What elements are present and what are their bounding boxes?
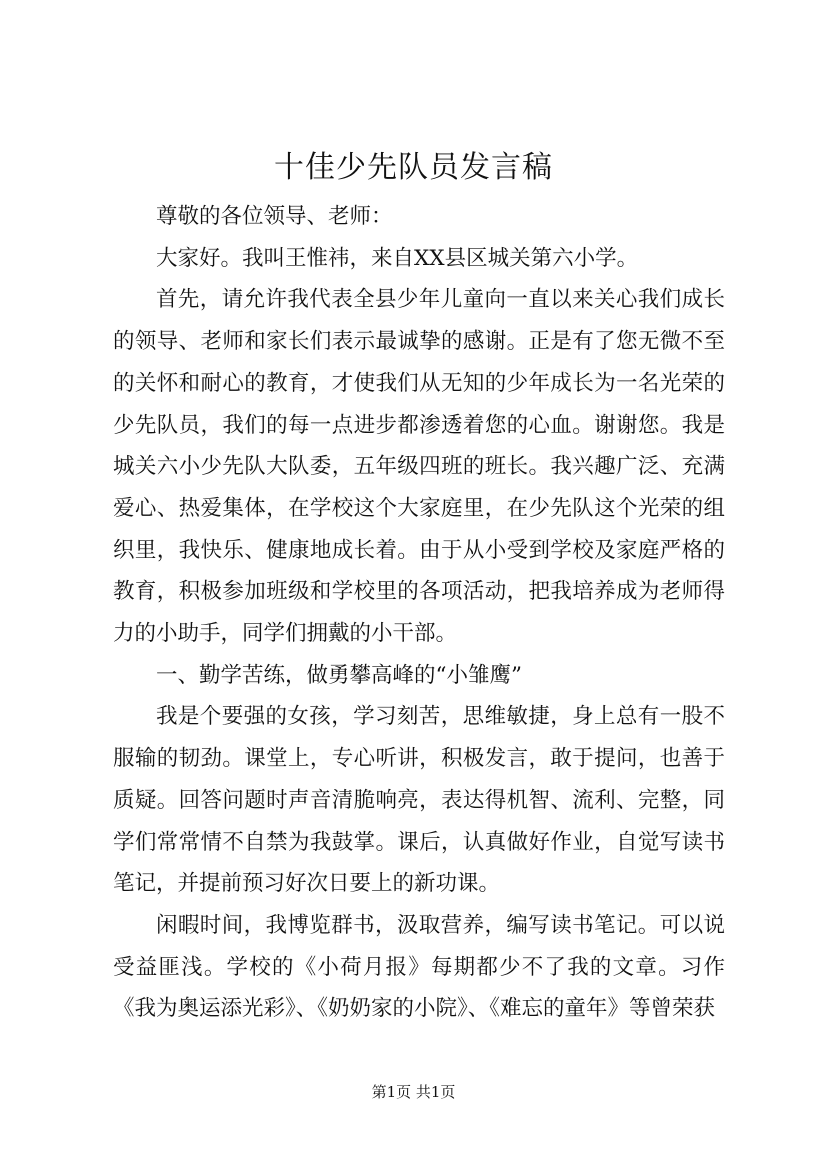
- reading-paragraph: 闲暇时间，我博览群书，汲取营养，编写读书笔记。可以说受益匪浅。学校的《小荷月报》每期都少不了我的文章。习作《我为奥运添光彩》、《奶奶家的小院》、《难忘的童年》等曾荣获: [113, 912, 725, 1022]
- section-heading: 一、勤学苦练，做勇攀高峰的“小雏鹰”: [156, 662, 522, 688]
- salutation: 尊敬的各位领导、老师：: [156, 204, 393, 229]
- greeting-paragraph: 大家好。我叫王惟祎，来自XX县区城关第六小学。: [156, 245, 639, 271]
- study-paragraph: 我是个要强的女孩，学习刻苦，思维敏捷，身上总有一股不服输的韧劲。课堂上，专心听讲，积极发言，敢于提问，也善于质疑。回答问题时声音清脆响亮，表达得机智、流利、完整，同学们常常情不自禁为我鼓掌。课后，认真做好作业，自觉写读书笔记，并提前预习好次日要上的新功课。: [113, 704, 725, 897]
- document-body: [113, 196, 725, 1030]
- page-title: 十佳少先队员发言稿: [274, 150, 553, 185]
- page-footer: 第1页 共1页: [371, 1083, 456, 1101]
- intro-paragraph: 首先，请允许我代表全县少年儿童向一直以来关心我们成长的领导、老师和家长们表示最诚挚的感谢。正是有了您无微不至的关怀和耐心的教育，才使我们从无知的少年成长为一名光荣的少先队员，我们的每一点进步都渗透着您的心血。谢谢您。我是城关六小少先队大队委，五年级四班的班长。我兴趣广泛、充满爱心、热爱集体，在学校这个大家庭里，在少先队这个光荣的组织里，我快乐、健康地成长着。由于从小受到学校及家庭严格的教育，积极参加班级和学校里的各项活动，把我培养成为老师得力的小助手，同学们拥戴的小干部。: [113, 287, 725, 647]
